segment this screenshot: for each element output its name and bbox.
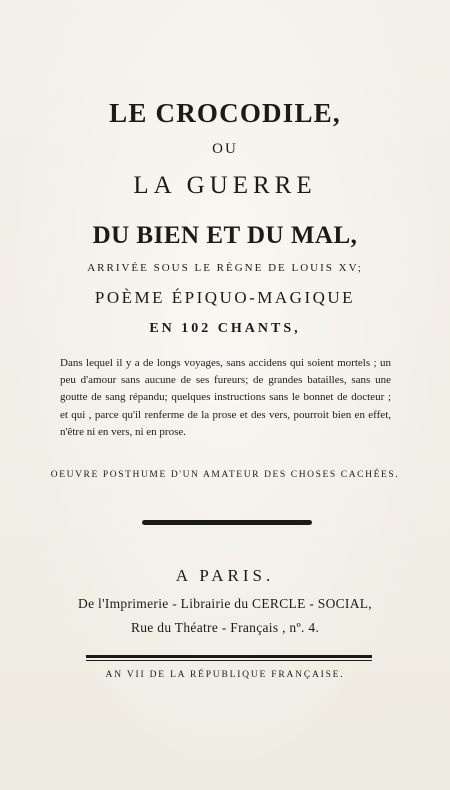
author-line: OEUVRE POSTHUME D'UN AMATEUR DES CHOSES CACHÉES. [50, 470, 400, 480]
double-rule-top [86, 655, 372, 658]
subtitle-poeme: POÈME ÉPIQUO-MAGIQUE [94, 288, 356, 307]
imprint-city: A PARIS. [175, 566, 275, 585]
title-ou: OU [212, 141, 238, 157]
title-la-guerre: LA GUERRE [133, 172, 317, 199]
title-bien-mal: DU BIEN ET DU MAL, [92, 222, 358, 249]
description-paragraph: Dans lequel il y a de longs voyages, sans accidens qui soient mortels ; un peu d'amour sans aucune de ses fureurs; de grandes batailles, sans une goutte de sang répandu; quelques instructions sans le bonnet de docteur ; et qui , parce qu'il renferme de la prose et des vers, pourroit bien en effet, n'être ni en vers, ni en prose. [60, 357, 391, 438]
book-title: LE CROCODILE, [109, 98, 341, 128]
imprint-year: AN VII DE LA RÉPUBLIQUE FRANÇAISE. [105, 670, 345, 680]
subtitle-chants: EN 102 CHANTS, [149, 321, 301, 336]
double-rule-bottom [86, 660, 372, 661]
imprint-address: Rue du Théatre - Français , nº. 4. [130, 620, 320, 635]
ornamental-rule [142, 520, 312, 525]
subtitle-arrivee: ARRIVÉE SOUS LE RÈGNE DE LOUIS XV; [87, 262, 363, 274]
imprint-publisher: De l'Imprimerie - Librairie du CERCLE - SOCIAL, [78, 596, 372, 611]
